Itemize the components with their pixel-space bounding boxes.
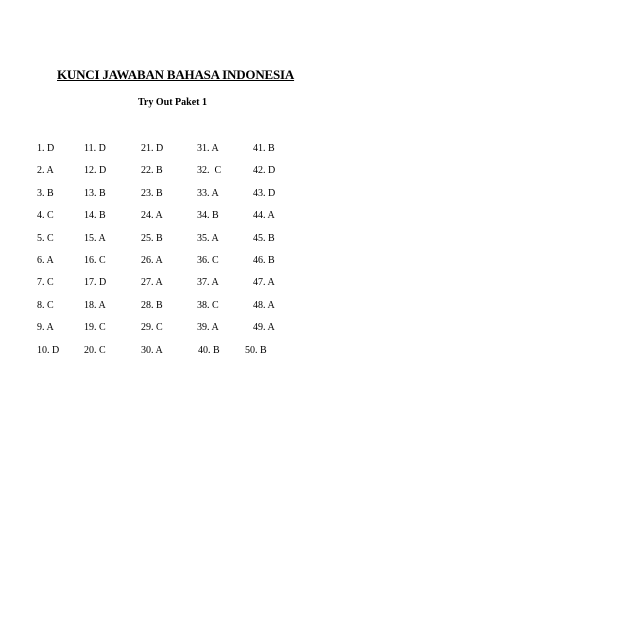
answer-item: 23. B [141, 187, 163, 199]
answer-item: 1. D [37, 143, 55, 154]
answer-item: 5. C [37, 232, 54, 244]
answer-item: 35. A [197, 232, 219, 244]
answer-item: 32. C [197, 165, 222, 177]
answer-item: 40. B [198, 344, 220, 356]
answer-item: 45. B [253, 232, 275, 244]
answer-item: 17. D [84, 277, 107, 289]
answer-item: 12. D [84, 165, 107, 177]
answer-item: 42. D [253, 165, 276, 177]
answer-item: 39. A [197, 322, 219, 334]
answer-item: 50. B [245, 344, 267, 356]
answer-item: 25. B [141, 232, 163, 244]
answer-item: 34. B [197, 210, 219, 222]
answer-item: 29. C [141, 322, 163, 334]
answer-item: 49. A [253, 322, 275, 334]
answer-item: 36. C [197, 255, 219, 266]
answer-item: 33. A [197, 187, 219, 199]
document-title: KUNCI JAWABAN BAHASA INDONESIA [57, 67, 295, 82]
answer-item: 14. B [84, 210, 106, 222]
answer-item: 9. A [37, 322, 54, 334]
answer-item: 19. C [84, 322, 106, 334]
answer-item: 11. D [84, 143, 106, 154]
answer-item: 2. A [37, 165, 54, 177]
answer-item: 43. D [253, 187, 276, 199]
answer-item: 46. B [253, 255, 275, 266]
answer-item: 27. A [141, 277, 163, 289]
answer-item: 10. D [37, 344, 60, 356]
answer-item: 26. A [141, 255, 163, 266]
answer-item: 37. A [197, 277, 219, 289]
answer-item: 16. C [84, 255, 106, 266]
answer-item: 18. A [84, 299, 106, 311]
answer-item: 31. A [197, 143, 219, 154]
answer-item: 8. C [37, 299, 54, 311]
answer-item: 4. C [37, 210, 54, 222]
answer-item: 20. C [84, 344, 106, 356]
answer-item: 21. D [141, 143, 164, 154]
answer-item: 22. B [141, 165, 163, 177]
answer-item: 44. A [253, 210, 275, 222]
answer-item: 28. B [141, 299, 163, 311]
document-subtitle: Try Out Paket 1 [138, 97, 207, 108]
answer-item: 13. B [84, 187, 106, 199]
answer-item: 3. B [37, 187, 54, 199]
answer-item: 6. A [37, 255, 54, 266]
answer-item: 24. A [141, 210, 163, 222]
answer-item: 41. B [253, 143, 275, 154]
answer-item: 7. C [37, 277, 54, 289]
answer-item: 47. A [253, 277, 275, 289]
answer-item: 48. A [253, 299, 275, 311]
answer-item: 30. A [141, 344, 163, 356]
answer-item: 38. C [197, 299, 219, 311]
answer-item: 15. A [84, 232, 106, 244]
